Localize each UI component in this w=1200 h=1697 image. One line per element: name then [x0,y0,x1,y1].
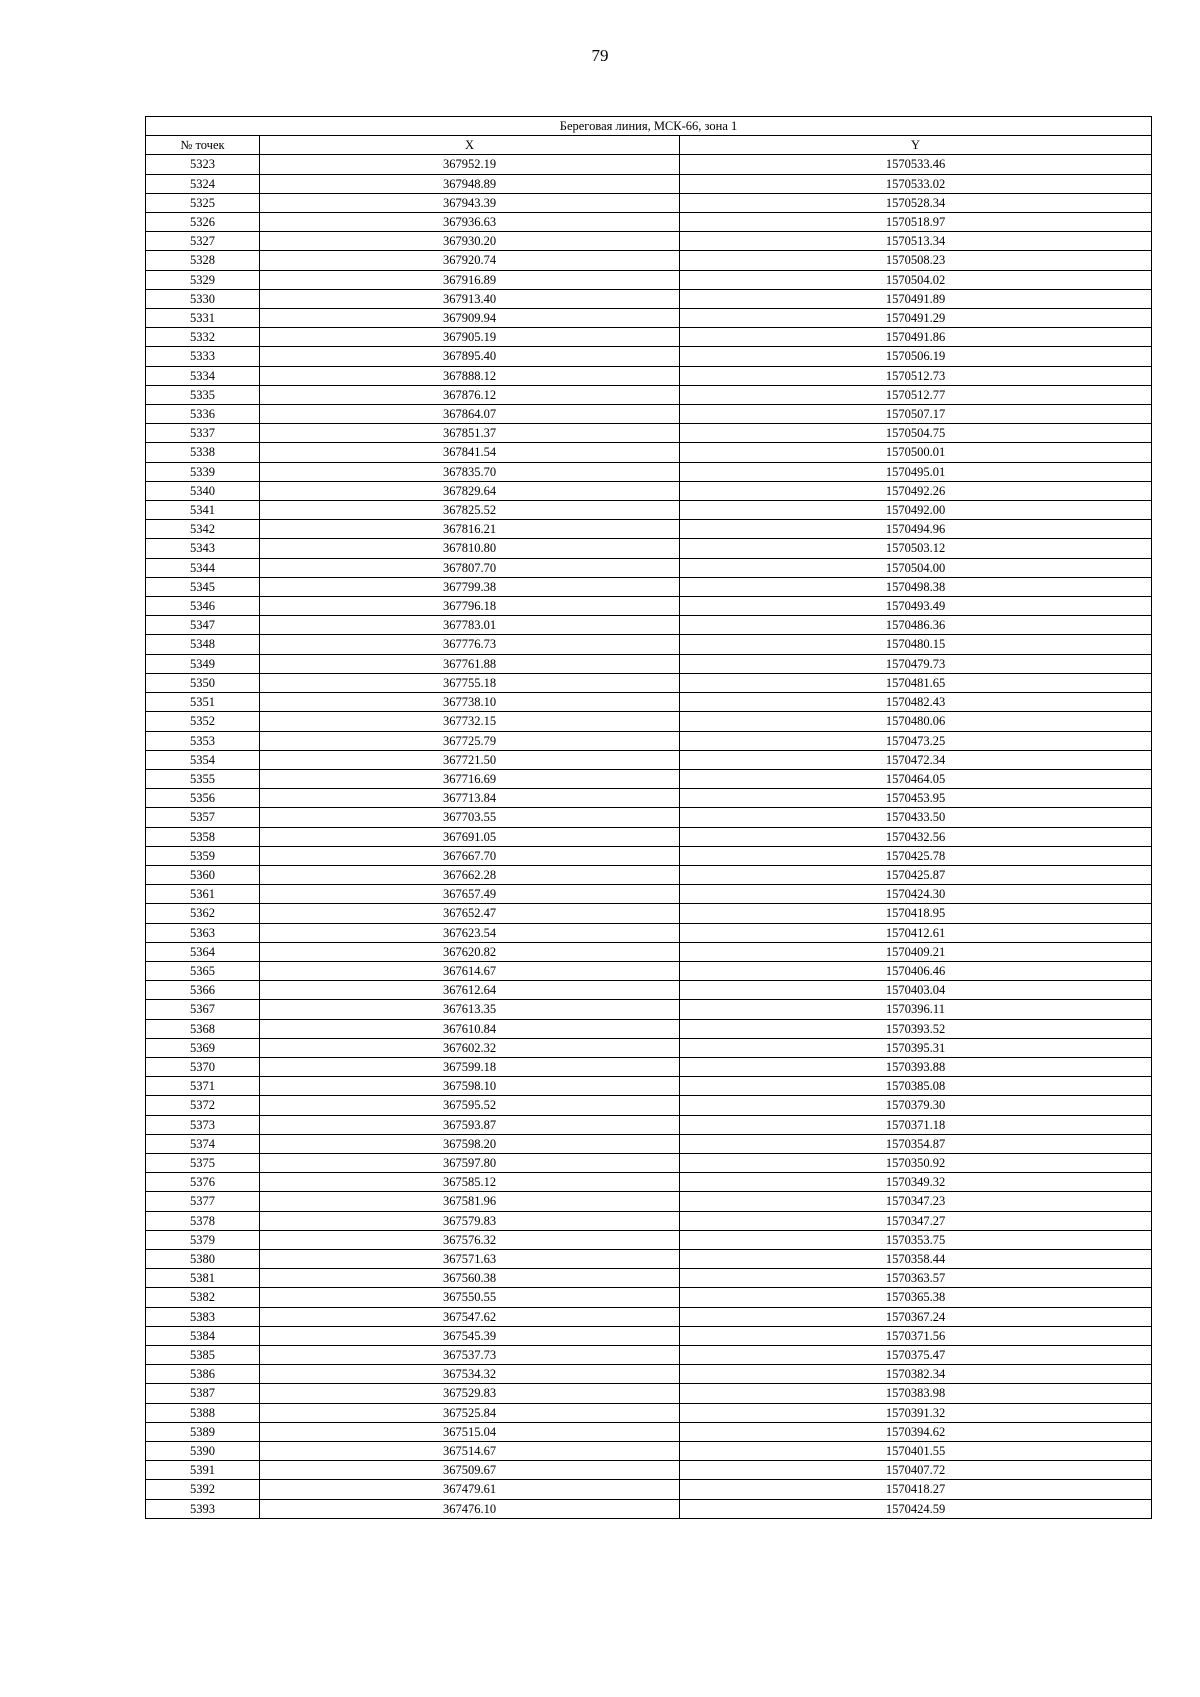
table-row [146,1057,1152,1076]
point-number-cell: 5393 [146,1499,260,1518]
x-coordinate-cell: 367816.21 [260,520,680,539]
x-coordinate-cell: 367916.89 [260,270,680,289]
y-coordinate-cell: 1570498.38 [680,577,1152,596]
table-row [146,1173,1152,1192]
point-number-cell: 5324 [146,174,260,193]
table-header-row [146,136,1152,155]
point-number-cell: 5348 [146,635,260,654]
table-row [146,712,1152,731]
point-number-cell: 5383 [146,1307,260,1326]
y-coordinate-cell: 1570375.47 [680,1346,1152,1365]
point-number-cell: 5330 [146,289,260,308]
table-row [146,501,1152,520]
y-coordinate-cell: 1570382.34 [680,1365,1152,1384]
x-coordinate-cell: 367738.10 [260,693,680,712]
x-coordinate-cell: 367597.80 [260,1153,680,1172]
x-coordinate-cell: 367876.12 [260,385,680,404]
table-row [146,424,1152,443]
table-row [146,1077,1152,1096]
y-coordinate-cell: 1570347.23 [680,1192,1152,1211]
point-number-cell: 5328 [146,251,260,270]
y-coordinate-cell: 1570406.46 [680,961,1152,980]
y-coordinate-cell: 1570491.89 [680,289,1152,308]
table-row [146,1480,1152,1499]
x-coordinate-cell: 367895.40 [260,347,680,366]
y-coordinate-cell: 1570401.55 [680,1442,1152,1461]
point-number-cell: 5333 [146,347,260,366]
y-coordinate-cell: 1570479.73 [680,654,1152,673]
table-row [146,1230,1152,1249]
x-coordinate-cell: 367948.89 [260,174,680,193]
point-number-cell: 5371 [146,1077,260,1096]
point-number-cell: 5357 [146,808,260,827]
x-coordinate-cell: 367595.52 [260,1096,680,1115]
point-number-cell: 5340 [146,481,260,500]
point-number-cell: 5361 [146,885,260,904]
point-number-cell: 5365 [146,961,260,980]
point-number-cell: 5345 [146,577,260,596]
y-coordinate-cell: 1570492.26 [680,481,1152,500]
point-number-cell: 5344 [146,558,260,577]
y-coordinate-cell: 1570347.27 [680,1211,1152,1230]
x-coordinate-cell: 367550.55 [260,1288,680,1307]
y-coordinate-cell: 1570464.05 [680,769,1152,788]
x-coordinate-cell: 367810.80 [260,539,680,558]
y-coordinate-cell: 1570495.01 [680,462,1152,481]
table-row [146,1153,1152,1172]
point-number-cell: 5381 [146,1269,260,1288]
y-coordinate-cell: 1570433.50 [680,808,1152,827]
y-coordinate-cell: 1570504.75 [680,424,1152,443]
table-row [146,1422,1152,1441]
x-coordinate-cell: 367721.50 [260,750,680,769]
y-coordinate-cell: 1570492.00 [680,501,1152,520]
point-number-cell: 5355 [146,769,260,788]
y-coordinate-cell: 1570513.34 [680,232,1152,251]
table-row [146,1326,1152,1345]
table-row [146,1096,1152,1115]
point-number-cell: 5337 [146,424,260,443]
table-row [146,289,1152,308]
point-number-cell: 5350 [146,673,260,692]
point-number-cell: 5378 [146,1211,260,1230]
table-row [146,366,1152,385]
x-coordinate-cell: 367864.07 [260,405,680,424]
point-number-cell: 5366 [146,981,260,1000]
column-header-x: X [260,136,680,155]
y-coordinate-cell: 1570493.49 [680,597,1152,616]
point-number-cell: 5346 [146,597,260,616]
table-row [146,1384,1152,1403]
table-row [146,750,1152,769]
y-coordinate-cell: 1570500.01 [680,443,1152,462]
y-coordinate-cell: 1570412.61 [680,923,1152,942]
table-row [146,597,1152,616]
point-number-cell: 5387 [146,1384,260,1403]
table-row [146,1192,1152,1211]
x-coordinate-cell: 367905.19 [260,328,680,347]
y-coordinate-cell: 1570393.52 [680,1019,1152,1038]
table-row [146,309,1152,328]
y-coordinate-cell: 1570432.56 [680,827,1152,846]
table-row [146,213,1152,232]
table-row [146,1019,1152,1038]
table-row [146,885,1152,904]
x-coordinate-cell: 367547.62 [260,1307,680,1326]
table-row [146,635,1152,654]
table-row [146,846,1152,865]
table-row [146,520,1152,539]
table-row [146,270,1152,289]
table-row [146,462,1152,481]
x-coordinate-cell: 367514.67 [260,1442,680,1461]
x-coordinate-cell: 367652.47 [260,904,680,923]
x-coordinate-cell: 367930.20 [260,232,680,251]
y-coordinate-cell: 1570424.59 [680,1499,1152,1518]
table-row [146,693,1152,712]
x-coordinate-cell: 367825.52 [260,501,680,520]
x-coordinate-cell: 367936.63 [260,213,680,232]
x-coordinate-cell: 367525.84 [260,1403,680,1422]
x-coordinate-cell: 367716.69 [260,769,680,788]
table-row [146,1038,1152,1057]
x-coordinate-cell: 367783.01 [260,616,680,635]
point-number-cell: 5336 [146,405,260,424]
x-coordinate-cell: 367509.67 [260,1461,680,1480]
x-coordinate-cell: 367888.12 [260,366,680,385]
table-row [146,1134,1152,1153]
point-number-cell: 5392 [146,1480,260,1499]
x-coordinate-cell: 367560.38 [260,1269,680,1288]
x-coordinate-cell: 367796.18 [260,597,680,616]
table-row [146,251,1152,270]
y-coordinate-cell: 1570391.32 [680,1403,1152,1422]
x-coordinate-cell: 367799.38 [260,577,680,596]
y-coordinate-cell: 1570512.77 [680,385,1152,404]
y-coordinate-cell: 1570407.72 [680,1461,1152,1480]
x-coordinate-cell: 367571.63 [260,1249,680,1268]
table-row [146,1115,1152,1134]
table-row [146,539,1152,558]
x-coordinate-cell: 367851.37 [260,424,680,443]
y-coordinate-cell: 1570503.12 [680,539,1152,558]
y-coordinate-cell: 1570425.87 [680,865,1152,884]
table-title-row [146,117,1152,136]
point-number-cell: 5369 [146,1038,260,1057]
y-coordinate-cell: 1570394.62 [680,1422,1152,1441]
table-row [146,673,1152,692]
table-row [146,769,1152,788]
x-coordinate-cell: 367537.73 [260,1346,680,1365]
y-coordinate-cell: 1570472.34 [680,750,1152,769]
x-coordinate-cell: 367610.84 [260,1019,680,1038]
y-coordinate-cell: 1570349.32 [680,1173,1152,1192]
table-row [146,1307,1152,1326]
table-row [146,789,1152,808]
y-coordinate-cell: 1570480.06 [680,712,1152,731]
y-coordinate-cell: 1570371.18 [680,1115,1152,1134]
table-row [146,328,1152,347]
point-number-cell: 5332 [146,328,260,347]
point-number-cell: 5379 [146,1230,260,1249]
table-row [146,1000,1152,1019]
point-number-cell: 5372 [146,1096,260,1115]
table-row [146,174,1152,193]
table-row [146,731,1152,750]
x-coordinate-cell: 367713.84 [260,789,680,808]
y-coordinate-cell: 1570481.65 [680,673,1152,692]
table-row [146,1346,1152,1365]
y-coordinate-cell: 1570482.43 [680,693,1152,712]
table-row [146,481,1152,500]
y-coordinate-cell: 1570395.31 [680,1038,1152,1057]
table-row [146,385,1152,404]
y-coordinate-cell: 1570358.44 [680,1249,1152,1268]
table-row [146,1442,1152,1461]
point-number-cell: 5385 [146,1346,260,1365]
table-row [146,904,1152,923]
point-number-cell: 5382 [146,1288,260,1307]
y-coordinate-cell: 1570480.15 [680,635,1152,654]
x-coordinate-cell: 367807.70 [260,558,680,577]
x-coordinate-cell: 367776.73 [260,635,680,654]
point-number-cell: 5341 [146,501,260,520]
y-coordinate-cell: 1570453.95 [680,789,1152,808]
table-row [146,942,1152,961]
table-row [146,981,1152,1000]
point-number-cell: 5375 [146,1153,260,1172]
x-coordinate-cell: 367667.70 [260,846,680,865]
x-coordinate-cell: 367612.64 [260,981,680,1000]
point-number-cell: 5363 [146,923,260,942]
x-coordinate-cell: 367479.61 [260,1480,680,1499]
point-number-cell: 5339 [146,462,260,481]
y-coordinate-cell: 1570533.02 [680,174,1152,193]
y-coordinate-cell: 1570512.73 [680,366,1152,385]
x-coordinate-cell: 367614.67 [260,961,680,980]
x-coordinate-cell: 367920.74 [260,251,680,270]
point-number-cell: 5354 [146,750,260,769]
table-row [146,347,1152,366]
x-coordinate-cell: 367529.83 [260,1384,680,1403]
x-coordinate-cell: 367599.18 [260,1057,680,1076]
point-number-cell: 5338 [146,443,260,462]
y-coordinate-cell: 1570418.27 [680,1480,1152,1499]
x-coordinate-cell: 367545.39 [260,1326,680,1345]
point-number-cell: 5343 [146,539,260,558]
y-coordinate-cell: 1570506.19 [680,347,1152,366]
y-coordinate-cell: 1570409.21 [680,942,1152,961]
y-coordinate-cell: 1570473.25 [680,731,1152,750]
y-coordinate-cell: 1570507.17 [680,405,1152,424]
point-number-cell: 5384 [146,1326,260,1345]
x-coordinate-cell: 367593.87 [260,1115,680,1134]
table-row [146,1365,1152,1384]
point-number-cell: 5370 [146,1057,260,1076]
y-coordinate-cell: 1570365.38 [680,1288,1152,1307]
table-row [146,961,1152,980]
y-coordinate-cell: 1570491.86 [680,328,1152,347]
point-number-cell: 5368 [146,1019,260,1038]
column-header-point-number: № точек [146,136,260,155]
x-coordinate-cell: 367534.32 [260,1365,680,1384]
x-coordinate-cell: 367598.10 [260,1077,680,1096]
table-row [146,1211,1152,1230]
table-row [146,654,1152,673]
table-row [146,232,1152,251]
x-coordinate-cell: 367909.94 [260,309,680,328]
y-coordinate-cell: 1570418.95 [680,904,1152,923]
x-coordinate-cell: 367662.28 [260,865,680,884]
x-coordinate-cell: 367755.18 [260,673,680,692]
table-row [146,1403,1152,1422]
point-number-cell: 5386 [146,1365,260,1384]
x-coordinate-cell: 367725.79 [260,731,680,750]
y-coordinate-cell: 1570494.96 [680,520,1152,539]
y-coordinate-cell: 1570379.30 [680,1096,1152,1115]
point-number-cell: 5335 [146,385,260,404]
y-coordinate-cell: 1570354.87 [680,1134,1152,1153]
x-coordinate-cell: 367620.82 [260,942,680,961]
table-row [146,193,1152,212]
point-number-cell: 5391 [146,1461,260,1480]
x-coordinate-cell: 367579.83 [260,1211,680,1230]
table-row [146,923,1152,942]
point-number-cell: 5353 [146,731,260,750]
y-coordinate-cell: 1570425.78 [680,846,1152,865]
y-coordinate-cell: 1570486.36 [680,616,1152,635]
y-coordinate-cell: 1570385.08 [680,1077,1152,1096]
x-coordinate-cell: 367835.70 [260,462,680,481]
x-coordinate-cell: 367598.20 [260,1134,680,1153]
point-number-cell: 5356 [146,789,260,808]
table-row [146,808,1152,827]
point-number-cell: 5326 [146,213,260,232]
x-coordinate-cell: 367657.49 [260,885,680,904]
x-coordinate-cell: 367581.96 [260,1192,680,1211]
y-coordinate-cell: 1570353.75 [680,1230,1152,1249]
point-number-cell: 5331 [146,309,260,328]
point-number-cell: 5373 [146,1115,260,1134]
table-row [146,405,1152,424]
table-row [146,1249,1152,1268]
x-coordinate-cell: 367576.32 [260,1230,680,1249]
point-number-cell: 5367 [146,1000,260,1019]
point-number-cell: 5325 [146,193,260,212]
y-coordinate-cell: 1570533.46 [680,155,1152,174]
table-row [146,616,1152,635]
x-coordinate-cell: 367841.54 [260,443,680,462]
table-row [146,558,1152,577]
point-number-cell: 5327 [146,232,260,251]
x-coordinate-cell: 367703.55 [260,808,680,827]
y-coordinate-cell: 1570383.98 [680,1384,1152,1403]
point-number-cell: 5374 [146,1134,260,1153]
table-row [146,155,1152,174]
y-coordinate-cell: 1570504.00 [680,558,1152,577]
x-coordinate-cell: 367943.39 [260,193,680,212]
table-row [146,443,1152,462]
point-number-cell: 5347 [146,616,260,635]
y-coordinate-cell: 1570367.24 [680,1307,1152,1326]
point-number-cell: 5342 [146,520,260,539]
point-number-cell: 5334 [146,366,260,385]
y-coordinate-cell: 1570424.30 [680,885,1152,904]
point-number-cell: 5389 [146,1422,260,1441]
table-body [146,155,1152,1518]
y-coordinate-cell: 1570403.04 [680,981,1152,1000]
y-coordinate-cell: 1570508.23 [680,251,1152,270]
y-coordinate-cell: 1570504.02 [680,270,1152,289]
point-number-cell: 5360 [146,865,260,884]
table-row [146,577,1152,596]
table-row [146,827,1152,846]
point-number-cell: 5351 [146,693,260,712]
x-coordinate-cell: 367761.88 [260,654,680,673]
point-number-cell: 5377 [146,1192,260,1211]
table-row [146,1499,1152,1518]
table-row [146,1461,1152,1480]
point-number-cell: 5364 [146,942,260,961]
table-title: Береговая линия, МСК-66, зона 1 [146,117,1152,136]
table-row [146,1288,1152,1307]
x-coordinate-cell: 367829.64 [260,481,680,500]
point-number-cell: 5359 [146,846,260,865]
point-number-cell: 5390 [146,1442,260,1461]
point-number-cell: 5323 [146,155,260,174]
point-number-cell: 5349 [146,654,260,673]
y-coordinate-cell: 1570491.29 [680,309,1152,328]
x-coordinate-cell: 367691.05 [260,827,680,846]
y-coordinate-cell: 1570393.88 [680,1057,1152,1076]
column-header-y: Y [680,136,1152,155]
y-coordinate-cell: 1570350.92 [680,1153,1152,1172]
point-number-cell: 5362 [146,904,260,923]
coordinates-table [145,116,1152,1519]
x-coordinate-cell: 367613.35 [260,1000,680,1019]
x-coordinate-cell: 367732.15 [260,712,680,731]
point-number-cell: 5388 [146,1403,260,1422]
x-coordinate-cell: 367515.04 [260,1422,680,1441]
x-coordinate-cell: 367476.10 [260,1499,680,1518]
point-number-cell: 5380 [146,1249,260,1268]
y-coordinate-cell: 1570371.56 [680,1326,1152,1345]
point-number-cell: 5329 [146,270,260,289]
x-coordinate-cell: 367623.54 [260,923,680,942]
page-number: 79 [591,46,609,65]
y-coordinate-cell: 1570528.34 [680,193,1152,212]
table-row [146,1269,1152,1288]
point-number-cell: 5376 [146,1173,260,1192]
y-coordinate-cell: 1570518.97 [680,213,1152,232]
x-coordinate-cell: 367952.19 [260,155,680,174]
point-number-cell: 5352 [146,712,260,731]
y-coordinate-cell: 1570363.57 [680,1269,1152,1288]
table-row [146,865,1152,884]
point-number-cell: 5358 [146,827,260,846]
y-coordinate-cell: 1570396.11 [680,1000,1152,1019]
x-coordinate-cell: 367585.12 [260,1173,680,1192]
x-coordinate-cell: 367602.32 [260,1038,680,1057]
x-coordinate-cell: 367913.40 [260,289,680,308]
